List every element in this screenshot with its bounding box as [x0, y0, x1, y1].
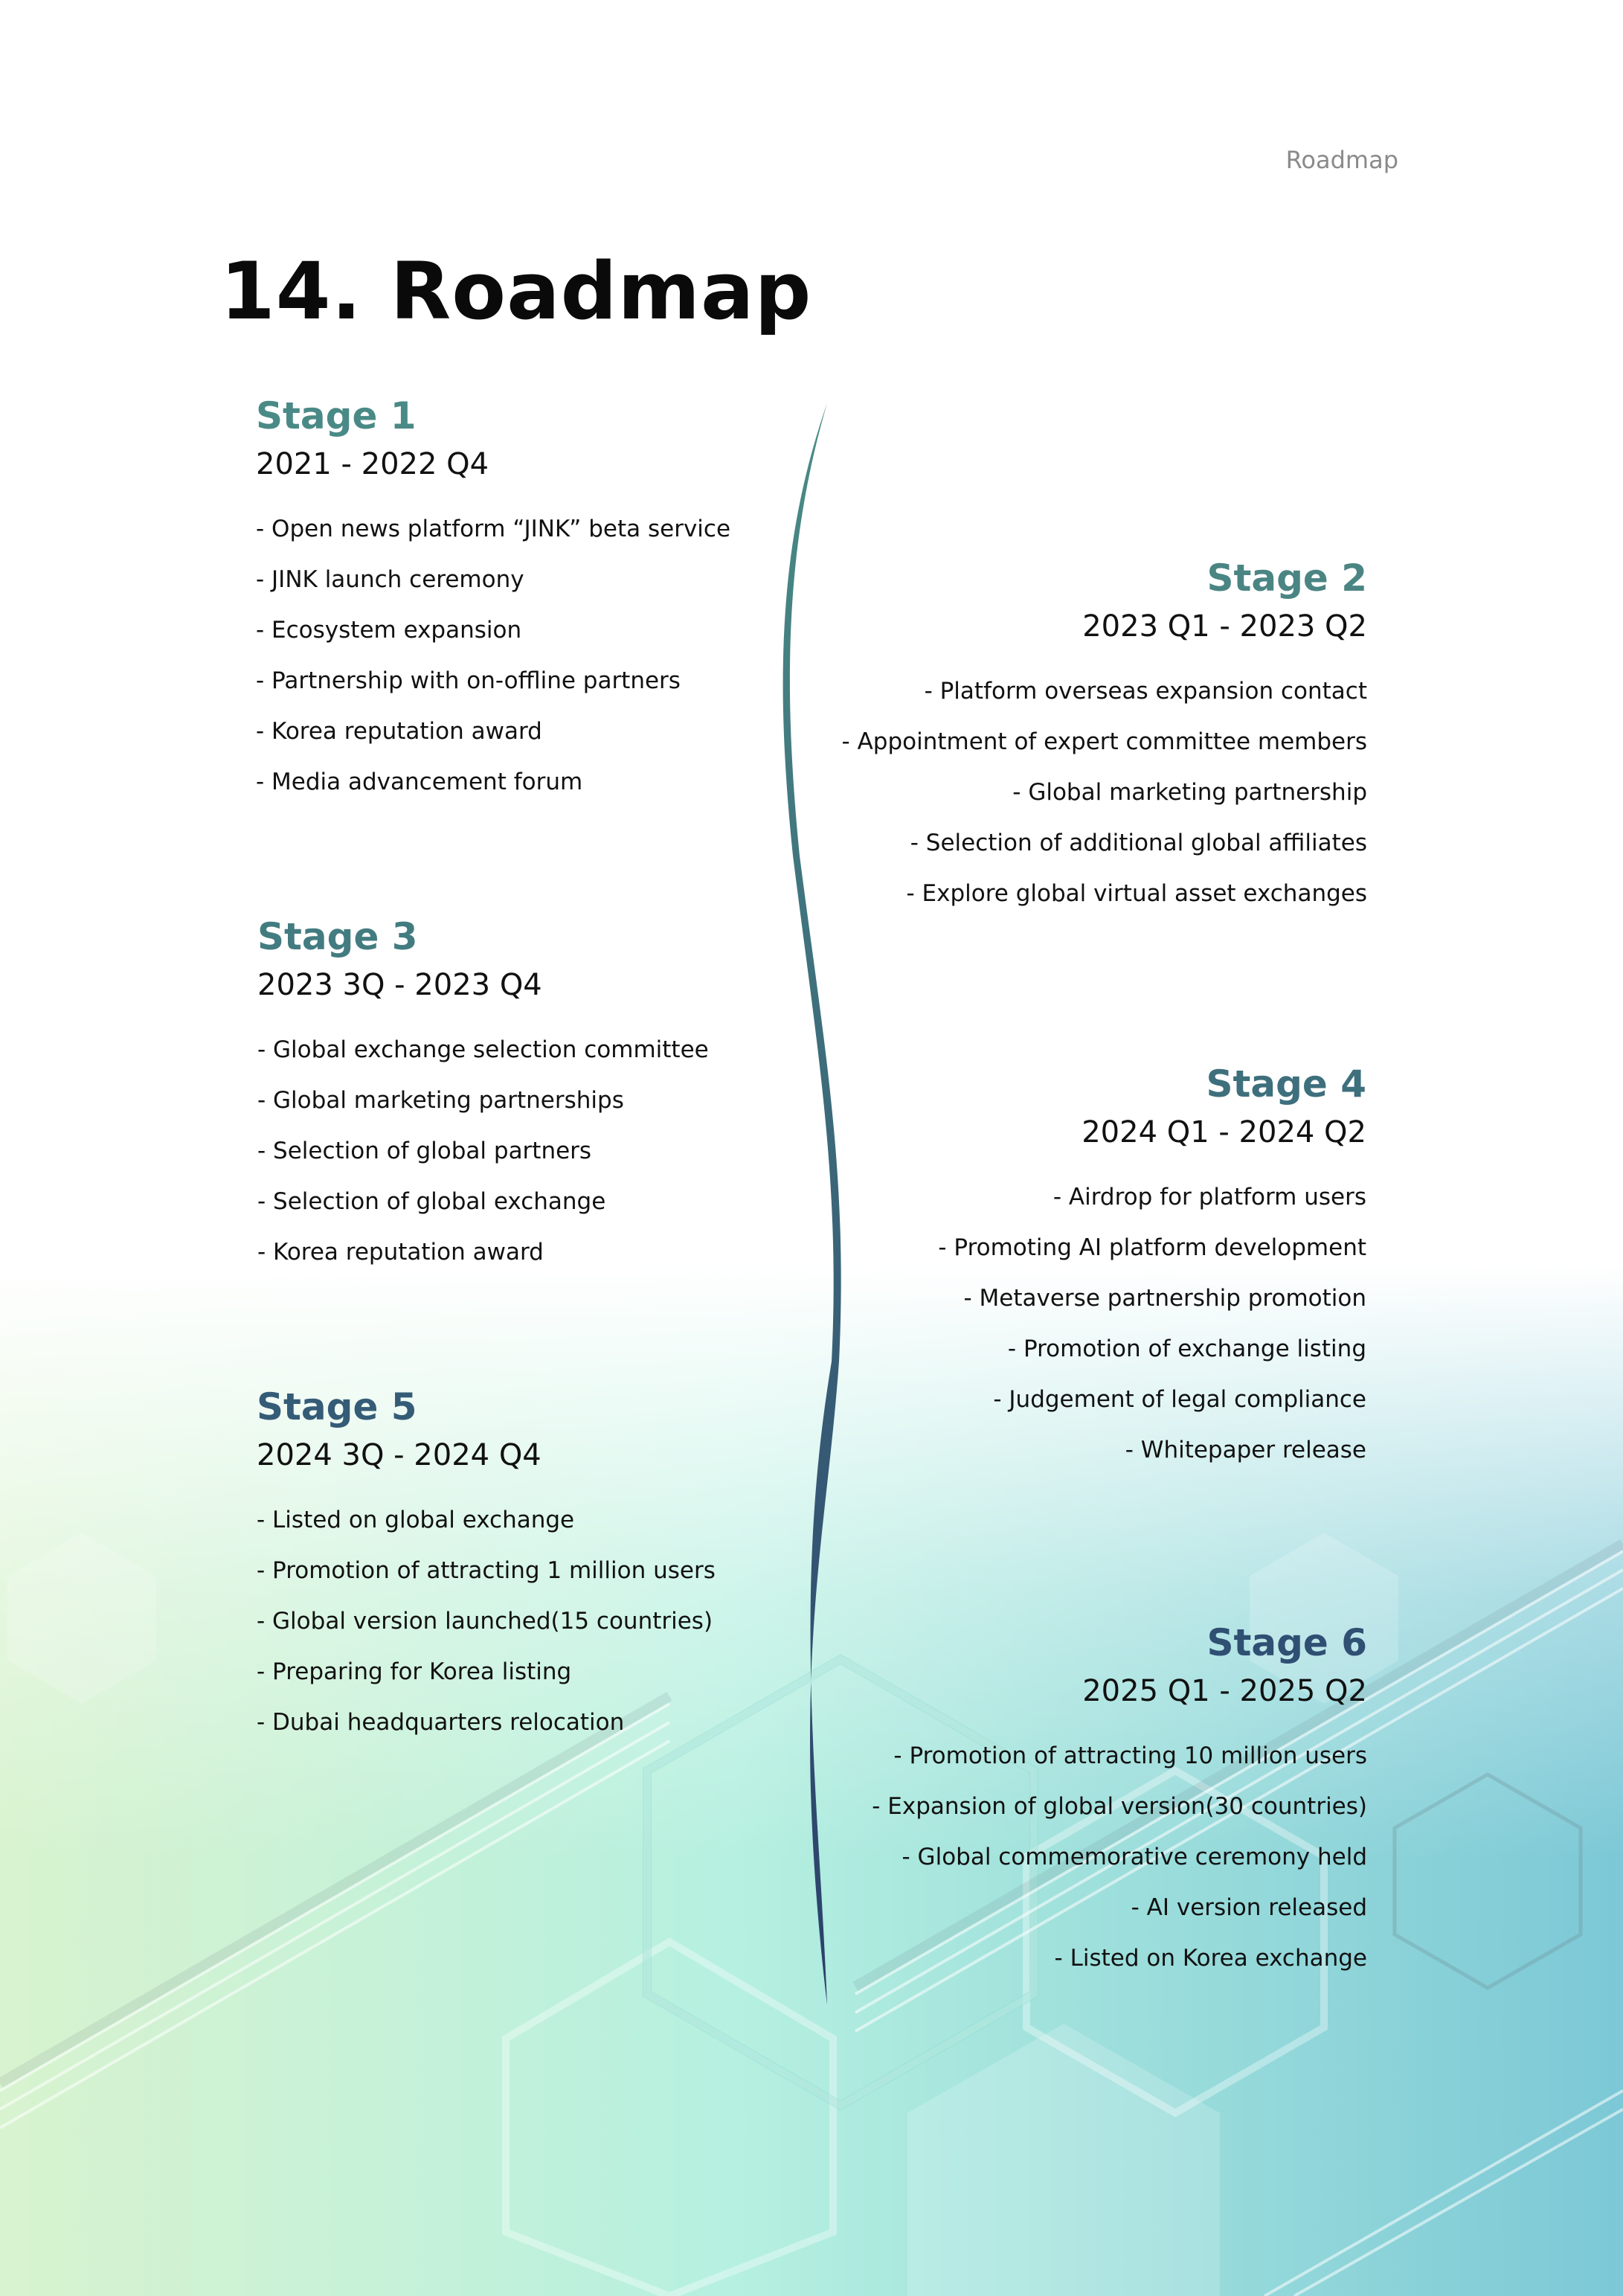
- stage-6-item: - Expansion of global version(30 countries): [872, 1793, 1367, 1820]
- stage-3-items: [257, 1034, 823, 1268]
- stage-4-item: - Promoting AI platform development: [938, 1234, 1366, 1261]
- stage-1-period: 2021 - 2022 Q4: [256, 447, 489, 481]
- stage-4-period: 2024 Q1 - 2024 Q2: [1082, 1115, 1366, 1149]
- stage-5-period: 2024 3Q - 2024 Q4: [257, 1438, 541, 1472]
- stage-3-item: - Korea reputation award: [257, 1239, 544, 1266]
- stage-5-items: [257, 1504, 822, 1738]
- stage-4-item: - Airdrop for platform users: [1052, 1184, 1366, 1210]
- stage-2-item: - Appointment of expert committee members: [841, 728, 1367, 755]
- page-title: 14. Roadmap: [220, 246, 812, 337]
- stage-4-title: Stage 4: [1206, 1062, 1366, 1106]
- header-section-label: Roadmap: [1285, 146, 1398, 174]
- stage-4-item: - Judgement of legal compliance: [993, 1386, 1366, 1413]
- stage-2-period: 2023 Q1 - 2023 Q2: [1082, 609, 1367, 644]
- stage-3-title: Stage 3: [257, 915, 418, 958]
- stage-4-item: - Whitepaper release: [1125, 1437, 1366, 1463]
- stage-3-period: 2023 3Q - 2023 Q4: [257, 968, 542, 1002]
- stage-3-item: - Selection of global partners: [257, 1138, 592, 1164]
- stage-5-item: - Promotion of attracting 1 million users: [257, 1557, 716, 1584]
- stage-6-item: - Listed on Korea exchange: [1054, 1945, 1367, 1972]
- stage-1-item: - Ecosystem expansion: [256, 617, 522, 644]
- stage-2-item: - Selection of additional global affiliates: [910, 830, 1367, 856]
- stage-1-item: - Open news platform “JINK” beta service: [256, 516, 731, 542]
- stage-4-item: - Promotion of exchange listing: [1007, 1335, 1366, 1362]
- stage-4-block: [801, 1061, 1366, 1485]
- stage-2-item: - Global marketing partnership: [1012, 779, 1367, 806]
- stage-6-items: [802, 1740, 1367, 1974]
- stage-2-item: - Explore global virtual asset exchanges: [906, 880, 1367, 907]
- stage-3-item: - Global exchange selection committee: [257, 1036, 709, 1063]
- stage-1-item: - Partnership with on-offline partners: [256, 667, 681, 694]
- stage-3-item: - Selection of global exchange: [257, 1188, 606, 1215]
- stage-2-item: - Platform overseas expansion contact: [924, 678, 1367, 705]
- stage-1-block: [256, 393, 821, 817]
- stage-2-items: [802, 676, 1367, 909]
- stage-5-block: [257, 1384, 822, 1757]
- stage-4-item: - Metaverse partnership promotion: [963, 1285, 1366, 1312]
- stage-6-period: 2025 Q1 - 2025 Q2: [1082, 1674, 1367, 1708]
- stage-1-title: Stage 1: [256, 394, 417, 437]
- stage-6-title: Stage 6: [1206, 1621, 1367, 1664]
- stage-5-title: Stage 5: [257, 1385, 417, 1428]
- stage-6-item: - Global commemorative ceremony held: [902, 1844, 1367, 1870]
- stage-2-block: [802, 555, 1367, 929]
- stage-6-item: - Promotion of attracting 10 million users: [893, 1742, 1367, 1769]
- stage-3-block: [257, 914, 823, 1287]
- stage-1-item: - Korea reputation award: [256, 718, 542, 745]
- stage-3-item: - Global marketing partnerships: [257, 1087, 624, 1114]
- stage-4-items: [801, 1181, 1366, 1466]
- stage-6-block: [802, 1620, 1367, 1993]
- stage-2-title: Stage 2: [1206, 557, 1367, 600]
- stage-1-item: - JINK launch ceremony: [256, 566, 524, 593]
- stage-5-item: - Preparing for Korea listing: [257, 1658, 572, 1685]
- stage-5-item: - Dubai headquarters relocation: [257, 1709, 625, 1736]
- stage-1-items: [256, 513, 821, 798]
- stage-5-item: - Listed on global exchange: [257, 1507, 575, 1533]
- stage-1-item: - Media advancement forum: [256, 769, 583, 795]
- stage-5-item: - Global version launched(15 countries): [257, 1608, 713, 1635]
- stage-6-item: - AI version released: [1131, 1894, 1367, 1921]
